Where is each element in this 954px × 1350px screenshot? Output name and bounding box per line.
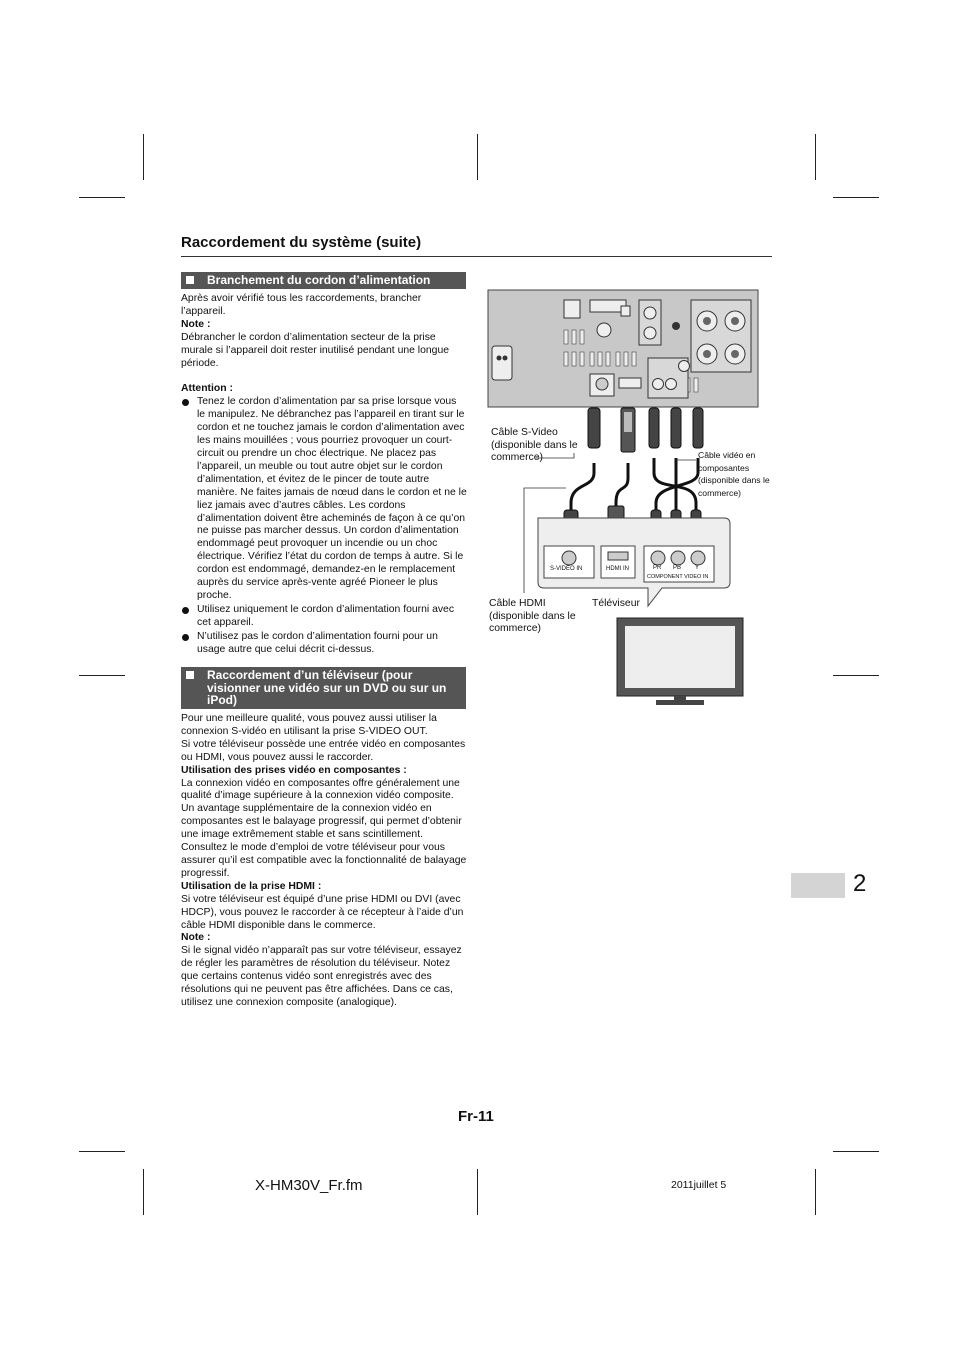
svideo-cable-label: Câble S-Video (disponible dans le commerce) <box>491 427 578 463</box>
attention-label: Attention : <box>181 383 233 395</box>
connection-diagram <box>486 288 776 713</box>
power-intro: Après avoir vérifié tous les raccordements, brancher l’appareil. <box>181 293 422 317</box>
chapter-number: 2 <box>853 870 867 897</box>
component-cable-label: Câble vidéo en composantes (disponible dans le commerce) <box>698 450 770 498</box>
crop-mark <box>477 134 478 180</box>
crop-mark <box>833 675 879 676</box>
tv-text <box>181 713 467 1010</box>
crop-mark <box>833 197 879 198</box>
list-item: Tenez le cordon d’alimentation par sa prise lorsque vous le manipulez. Ne débranchez pas l’appareil en tirant sur le cordon et ne touchez jamais le cordon d’alimentation avec les mains mouillées ; vous pourriez provoquer un court-circuit ou prendre un choc électrique. Ne placez pas l’appareil, un meuble ou tout autre objet sur le cordon d’alimentation, et évitez de le pincer de toute autre manière. Ne faites jamais de nœud dans le cordon et ne le liez jamais avec d’autres câbles. Les cordons d’alimentation doivent être acheminés de façon à ce qu’on ne puisse pas marcher dessus. Un cordon d’alimentation endommagé peut provoquer un incendie ou un choc électrique. Vérifiez l’état du cordon de temps à autre. Si le cordon est endommagé, demandez-en le remplacement auprès du service après-vente agréé Pioneer le plus proche. <box>181 396 467 603</box>
crop-mark <box>833 1151 879 1152</box>
crop-mark <box>143 134 144 180</box>
tv-note-label: Note : <box>181 932 211 944</box>
power-heading: Branchement du cordon d’alimentation <box>207 273 431 287</box>
tv-heading-bar <box>181 667 466 709</box>
page-number: Fr-11 <box>458 1108 494 1125</box>
port-pr-label: PR <box>653 565 662 571</box>
connection-diagram-illustration <box>486 288 776 713</box>
hdmi-label: Utilisation de la prise HDMI : <box>181 880 322 892</box>
tv-intro2: Si votre téléviseur possède une entrée vidéo en composantes ou HDMI, vous pouvez aussi le raccorder. <box>181 738 466 763</box>
port-hdmi-label: HDMI IN <box>606 566 629 572</box>
list-item: Utilisez uniquement le cordon d’alimentation fourni avec cet appareil. <box>181 604 467 630</box>
crop-mark <box>143 1169 144 1215</box>
power-heading-bar <box>181 272 466 289</box>
port-component-label: COMPONENT VIDEO IN <box>647 574 709 580</box>
bullet-icon <box>182 399 189 406</box>
port-svideo-label: S-VIDEO IN <box>550 566 583 572</box>
crop-mark <box>477 1169 478 1215</box>
crop-mark <box>79 1151 125 1152</box>
chapter-tab <box>791 873 845 898</box>
crop-mark <box>79 197 125 198</box>
tv-note-text: Si le signal vidéo n’apparaît pas sur votre téléviseur, essayez de régler les paramètres de résolution du téléviseur. Notez que certains contenus vidéo sont enregistrés avec des résolutions qui ne peuvent pas être affichées. Dans ce cas, utilisez une connexion composite (analogique). <box>181 945 462 1008</box>
port-y-label: Y <box>695 565 700 571</box>
tv-intro: Pour une meilleure qualité, vous pouvez aussi utiliser la connexion S-vidéo en utilisant la prise S-VIDEO OUT. <box>181 713 437 737</box>
hdmi-cable-label: Câble HDMI (disponible dans le commerce) <box>489 598 576 634</box>
component-label: Utilisation des prises vidéo en composantes : <box>181 764 407 776</box>
crop-mark <box>815 134 816 180</box>
hdmi-text: Si votre téléviseur est équipé d’une prise HDMI ou DVI (avec HDCP), vous pouvez le raccorder à ce récepteur à l’aide d’un câble HDMI disponible dans le commerce. <box>181 893 464 931</box>
file-name: X-HM30V_Fr.fm <box>255 1177 363 1194</box>
bullet-icon <box>182 607 189 614</box>
section-title: Raccordement du système (suite) <box>181 234 422 251</box>
title-rule <box>181 256 772 257</box>
bullet-icon <box>182 634 189 641</box>
tv-heading: Raccordement d’un téléviseur (pour visionner une vidéo sur un DVD ou sur un iPod) <box>207 668 447 707</box>
print-date: 2011juillet 5 <box>671 1179 727 1191</box>
square-bullet-icon <box>186 276 194 284</box>
port-pb-label: PB <box>673 565 682 571</box>
component-text: La connexion vidéo en composantes offre généralement une qualité d’image supérieure à la connexion vidéo composite. Un avantage supplémentaire de la connexion vidéo en composantes est le balayage progressif, qui permet d’obtenir une image extrêmement stable et sans scintillement. Consultez le mode d’emploi de votre téléviseur pour vous assurer qu’il est compatible avec la fonctionnalité de balayage progressif. <box>181 777 467 879</box>
square-bullet-icon <box>186 671 194 679</box>
attention-list <box>181 396 467 656</box>
crop-mark <box>815 1169 816 1215</box>
list-item: N’utilisez pas le cordon d’alimentation fourni pour un usage autre que celui décrit ci-dessus. <box>181 631 467 657</box>
power-note-label: Note : <box>181 318 211 330</box>
power-text <box>181 293 467 657</box>
crop-mark <box>79 675 125 676</box>
power-note-text: Débrancher le cordon d’alimentation secteur de la prise murale si l’appareil doit rester inutilisé pendant une longue période. <box>181 331 450 369</box>
tv-label: Téléviseur <box>592 598 640 609</box>
